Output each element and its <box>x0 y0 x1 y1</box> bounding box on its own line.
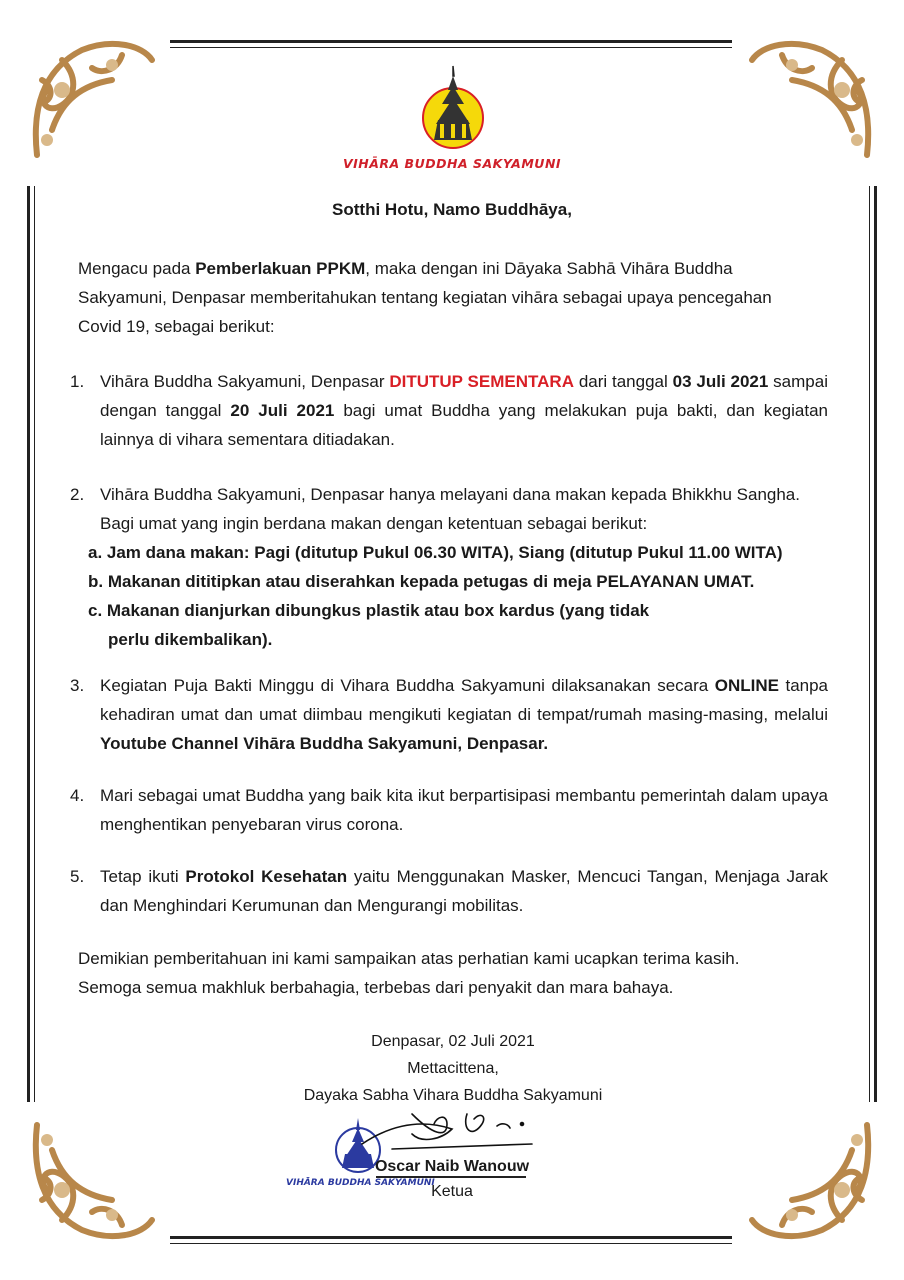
intro-bold-ppkm: Pemberlakuan PPKM <box>195 259 366 278</box>
health-protocol-label: Protokol Kesehatan <box>185 867 348 886</box>
right-border-thick <box>874 186 877 1102</box>
item-text: tanpa kehadiran umat dan umat diimbau mengikuti kegiatan di tempat/rumah masing-masing, melalui <box>100 676 829 724</box>
bottom-border-thick <box>170 1236 732 1239</box>
list-item-2 <box>70 480 828 654</box>
sub-item-c: c. Makanan dianjurkan dibungkus plastik atau box kardus (yang tidak perlu dikembalikan). <box>88 601 650 649</box>
place-date: Denpasar, 02 Juli 2021 <box>371 1033 535 1050</box>
sub-item-a: a. Jam dana makan: Pagi (ditutup Pukul 06.30 WITA), Siang (ditutup Pukul 11.00 WITA) <box>88 543 783 562</box>
list-item-5 <box>70 862 828 920</box>
end-date: 20 Juli 2021 <box>230 401 335 420</box>
corner-ornament-top-left-icon <box>22 30 162 170</box>
intro-text-cont: , maka dengan ini Dāyaka Sabhā Vihāra Buddha Sakyamuni, Denpasar memberitahukan tentang kegiatan vihāra sebagai upaya pencegahan Covid 19, sebagai berikut: <box>78 259 772 336</box>
handwritten-signature-icon <box>352 1104 552 1164</box>
intro-paragraph <box>78 254 818 341</box>
start-date: 03 Juli 2021 <box>672 372 769 391</box>
intro-text: Mengacu pada <box>78 259 196 278</box>
stamp-text: VIHĀRA BUDDHA SAKYAMUNI <box>286 1178 435 1188</box>
closed-temporarily-label: DITUTUP SEMENTARA <box>389 372 574 391</box>
item-text: sampai dengan tanggal <box>100 372 828 420</box>
signatory-organization: Dayaka Sabha Vihara Buddha Sakyamuni <box>303 1087 603 1104</box>
signer-role: Ketua <box>431 1183 473 1200</box>
corner-ornament-top-right-icon <box>742 30 882 170</box>
item-number: 4. <box>70 786 85 805</box>
youtube-channel-label: Youtube Channel Vihāra Buddha Sakyamuni, Denpasar. <box>100 734 549 753</box>
item-number: 1. <box>70 372 85 391</box>
item-text: Vihāra Buddha Sakyamuni, Denpasar <box>100 372 390 391</box>
item-number: 3. <box>70 676 85 695</box>
corner-ornament-bottom-right-icon <box>742 1110 882 1250</box>
item-text: dari tanggal <box>573 372 673 391</box>
online-label: ONLINE <box>714 676 779 695</box>
signer-name: Oscar Naib Wanouw <box>374 1158 530 1175</box>
item-text: Mari sebagai umat Buddha yang baik kita ikut berpartisipasi membantu pemerintah dalam upaya menghentikan penyebaran virus corona. <box>100 786 828 834</box>
salutation: Sotthi Hotu, Namo Buddhāya, <box>332 200 572 219</box>
vihara-logo-icon <box>420 62 486 152</box>
organization-name: VIHĀRA BUDDHA SAKYAMUNI <box>342 156 562 171</box>
item-number: 2. <box>70 485 85 504</box>
list-item-4 <box>70 781 828 839</box>
item-text: Kegiatan Puja Bakti Minggu di Vihara Buddha Sakyamuni dilaksanakan secara <box>100 676 715 695</box>
list-item-1 <box>70 367 828 454</box>
sub-item-b: b. Makanan dititipkan atau diserahkan kepada petugas di meja PELAYANAN UMAT. <box>88 572 755 591</box>
top-border-thick <box>170 40 732 43</box>
item-text: Vihāra Buddha Sakyamuni, Denpasar hanya melayani dana makan kepada Bhikkhu Sangha. Bagi umat yang ingin berdana makan dengan ketentuan sebagai berikut: <box>100 485 800 533</box>
bottom-border-thin <box>170 1243 732 1244</box>
item-number: 5. <box>70 867 85 886</box>
corner-ornament-bottom-left-icon <box>22 1110 162 1250</box>
closing-line-2: Semoga semua makhluk berbahagia, terbebas dari penyakit dan mara bahaya. <box>78 978 674 997</box>
list-item-3 <box>70 671 828 758</box>
closing-paragraph <box>78 944 838 1002</box>
left-border-thick <box>27 186 30 1102</box>
item-text: bagi umat Buddha yang melakukan puja bakti, dan kegiatan lainnya di vihara sementara ditiadakan. <box>100 401 828 449</box>
item-text: Tetap ikuti <box>100 867 186 886</box>
greeting: Mettacittena, <box>407 1060 499 1077</box>
right-border-thin <box>869 186 870 1102</box>
top-border-thin <box>170 47 732 48</box>
left-border-thin <box>34 186 35 1102</box>
item-text: yaitu Menggunakan Masker, Mencuci Tangan, Menjaga Jarak dan Menghindari Kerumunan dan Mengurangi mobilitas. <box>100 867 829 915</box>
closing-line-1: Demikian pemberitahuan ini kami sampaikan atas perhatian kami ucapkan terima kasih. <box>78 949 740 968</box>
signature-block <box>280 1028 626 1109</box>
signer-underline <box>376 1176 526 1178</box>
